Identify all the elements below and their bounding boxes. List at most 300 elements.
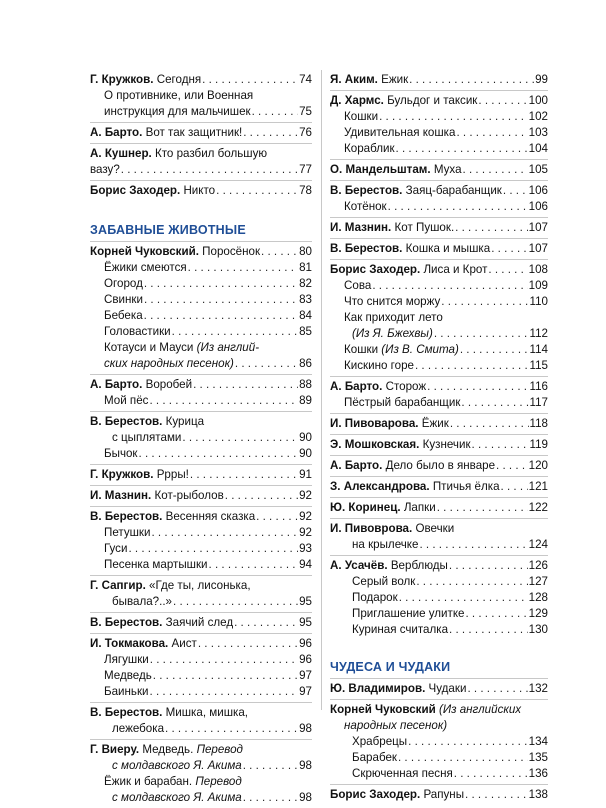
poem-title: Барабек	[352, 751, 397, 764]
toc-line	[90, 430, 312, 446]
poem-title: «Где ты, лисонька,	[149, 579, 251, 592]
page-number: 109	[528, 279, 548, 292]
toc-title	[344, 141, 395, 157]
toc-line	[330, 702, 548, 718]
toc-entry	[330, 700, 548, 785]
toc-line	[90, 356, 312, 372]
toc-line	[90, 774, 312, 790]
poem-title: Кошка и мышка	[405, 242, 491, 255]
poem-title: Медведь	[104, 669, 152, 682]
toc-author: В. Берестов.	[90, 706, 163, 719]
poem-title: Что снится моржу	[344, 295, 441, 308]
page-number: 107	[528, 221, 548, 234]
toc-title	[352, 766, 453, 782]
dot-leader	[261, 244, 298, 260]
toc-entry	[90, 181, 312, 201]
toc-title	[90, 146, 267, 162]
page-number: 99	[535, 73, 548, 86]
toc-author: Э. Мошковская.	[330, 438, 420, 451]
page-number: 128	[528, 591, 548, 604]
toc-line	[90, 377, 312, 393]
page-number: 105	[528, 163, 548, 176]
toc-author: И. Мазнин.	[90, 489, 152, 502]
toc-entry	[330, 70, 548, 91]
page-number: 81	[299, 261, 312, 274]
toc-title	[344, 109, 378, 125]
page-number: 126	[528, 559, 548, 572]
page-number: 91	[299, 468, 312, 481]
poem-title: вазу?	[90, 163, 120, 176]
dot-leader	[243, 758, 298, 774]
toc-title	[112, 721, 164, 737]
toc-title	[104, 525, 150, 541]
toc-author: И. Пивоварова.	[330, 417, 419, 430]
toc-title	[330, 241, 490, 257]
toc-title	[90, 183, 215, 199]
toc-author: И. Токмакова.	[90, 637, 169, 650]
page-number: 97	[299, 685, 312, 698]
toc-line	[330, 500, 548, 516]
toc-title	[352, 326, 433, 342]
toc-entry	[90, 412, 312, 465]
poem-title: Головастики	[104, 325, 171, 338]
toc-line	[90, 594, 312, 610]
page-number: 75	[299, 105, 312, 118]
page-number: 98	[299, 722, 312, 735]
toc-title	[104, 446, 138, 462]
toc-line	[90, 488, 312, 504]
poem-title: Кискино горе	[344, 359, 414, 372]
toc-author: Борис Заходер.	[90, 184, 181, 197]
page-number: 86	[299, 357, 312, 370]
toc-line	[330, 199, 548, 215]
toc-entries-animals	[90, 242, 312, 808]
toc-line	[90, 541, 312, 557]
toc-line	[330, 241, 548, 257]
toc-line	[330, 734, 548, 750]
dot-leader	[419, 537, 527, 553]
dot-leader	[461, 395, 528, 411]
poem-title: Песенка мартышки	[104, 558, 208, 571]
page-number: 94	[299, 558, 312, 571]
toc-line	[90, 72, 312, 88]
poem-note: (Из англий-	[196, 341, 260, 354]
toc-title	[104, 356, 234, 372]
dot-leader	[454, 766, 528, 782]
poem-title: Ёжик	[421, 417, 449, 430]
toc-author: В. Берестов.	[330, 184, 403, 197]
page-number: 135	[528, 751, 548, 764]
toc-entry	[90, 576, 312, 613]
toc-line	[90, 467, 312, 483]
toc-entry	[90, 703, 312, 740]
toc-line	[330, 162, 548, 178]
dot-leader	[182, 430, 298, 446]
toc-entry	[90, 375, 312, 412]
toc-line	[330, 310, 548, 326]
poem-title: О противнике, или Военная	[104, 89, 254, 102]
dot-leader	[408, 734, 528, 750]
poem-title: Чудаки	[428, 682, 467, 695]
toc-line	[90, 146, 312, 162]
dot-leader	[202, 72, 298, 88]
toc-line	[90, 414, 312, 430]
dot-leader	[409, 72, 534, 88]
page-number: 80	[299, 245, 312, 258]
toc-title	[344, 358, 414, 374]
toc-title	[90, 125, 242, 141]
toc-line	[90, 684, 312, 700]
toc-title	[344, 718, 447, 734]
toc-title	[344, 125, 455, 141]
toc-right-column	[330, 70, 548, 805]
dot-leader	[128, 541, 298, 557]
toc-title	[104, 260, 187, 276]
toc-line	[330, 681, 548, 697]
toc-line	[90, 104, 312, 120]
dot-leader	[150, 684, 299, 700]
dot-leader	[450, 416, 529, 432]
toc-title	[330, 681, 466, 697]
poem-title: на крылечке	[352, 538, 419, 551]
toc-title	[90, 467, 189, 483]
toc-entry	[330, 498, 548, 519]
toc-entry	[90, 123, 312, 144]
toc-line	[90, 509, 312, 525]
toc-title	[352, 734, 407, 750]
page-number: 100	[528, 94, 548, 107]
page-number: 82	[299, 277, 312, 290]
toc-entry	[330, 239, 548, 260]
dot-leader	[172, 324, 298, 340]
poem-title: Ежик	[381, 73, 409, 86]
page-number: 112	[529, 327, 548, 340]
dot-leader	[188, 260, 298, 276]
toc-title	[352, 622, 448, 638]
poem-title: Куриная считалка	[352, 623, 449, 636]
toc-author: А. Барто.	[330, 380, 383, 393]
dot-leader	[456, 125, 527, 141]
page-number: 77	[299, 163, 312, 176]
toc-line	[90, 615, 312, 631]
dot-leader	[388, 199, 528, 215]
poem-title: Дело было в январе	[385, 459, 496, 472]
poem-title: Удивительная кошка	[344, 126, 456, 139]
toc-title	[112, 790, 242, 806]
toc-author: Г. Кружков.	[90, 468, 154, 481]
toc-entries-continued	[330, 70, 548, 640]
poem-title: Лиса и Крот	[423, 263, 488, 276]
page-number: 121	[528, 480, 548, 493]
toc-line	[330, 262, 548, 278]
toc-line	[330, 125, 548, 141]
page-number: 118	[529, 417, 548, 430]
poem-title: Ёжики смеются	[104, 261, 187, 274]
dot-leader	[198, 636, 298, 652]
toc-title	[104, 276, 143, 292]
dot-leader	[173, 594, 298, 610]
poem-title: Медведь.	[142, 743, 194, 756]
dot-leader	[455, 220, 527, 236]
toc-author: В. Берестов.	[90, 510, 163, 523]
page-number: 136	[528, 767, 548, 780]
toc-entry	[90, 486, 312, 507]
toc-author: О. Мандельштам.	[330, 163, 431, 176]
poem-title: Бебека	[104, 309, 143, 322]
toc-line	[330, 718, 548, 734]
poem-title: Подарок	[352, 591, 398, 604]
toc-title	[90, 742, 243, 758]
toc-line	[330, 294, 548, 310]
dot-leader	[216, 183, 298, 199]
toc-title	[330, 72, 408, 88]
toc-line	[90, 742, 312, 758]
toc-author: А. Барто.	[90, 378, 143, 391]
toc-line	[330, 622, 548, 638]
dot-leader	[465, 606, 527, 622]
dot-leader	[441, 294, 528, 310]
dot-leader	[396, 141, 528, 157]
toc-entry	[330, 456, 548, 477]
poem-title: Ррры!	[156, 468, 189, 481]
toc-title	[104, 541, 127, 557]
toc-title	[330, 183, 502, 199]
dot-leader	[415, 358, 529, 374]
dot-leader	[144, 308, 298, 324]
toc-line	[90, 162, 312, 178]
poem-title: Бычок	[104, 447, 138, 460]
toc-author: Корней Чуковский	[330, 703, 436, 716]
toc-entry	[330, 260, 548, 377]
dot-leader	[209, 557, 299, 573]
poem-note: с молдавского Я. Акима	[112, 791, 242, 804]
toc-line	[90, 308, 312, 324]
dot-leader	[139, 446, 299, 462]
dot-leader	[427, 379, 528, 395]
toc-entry	[330, 785, 548, 805]
poem-title: Лапки	[403, 501, 436, 514]
page-number: 98	[299, 791, 312, 804]
dot-leader	[149, 393, 298, 409]
toc-title	[104, 324, 171, 340]
toc-line	[90, 668, 312, 684]
toc-author: А. Барто.	[330, 459, 383, 472]
toc-title	[104, 557, 208, 573]
page-number: 107	[528, 242, 548, 255]
dot-leader	[398, 750, 528, 766]
page-number: 90	[299, 431, 312, 444]
page-number: 84	[299, 309, 312, 322]
page-number: 92	[299, 526, 312, 539]
toc-title	[90, 377, 192, 393]
poem-title: Лягушки	[104, 653, 149, 666]
dot-leader	[478, 93, 527, 109]
poem-title: Птичья ёлка	[432, 480, 500, 493]
toc-title	[90, 488, 224, 504]
page-number: 106	[528, 200, 548, 213]
toc-author: В. Берестов.	[330, 242, 403, 255]
dot-leader	[503, 183, 528, 199]
toc-line	[330, 183, 548, 199]
dot-leader	[144, 292, 298, 308]
poem-title: Бульдог и таксик	[387, 94, 478, 107]
toc-title	[352, 574, 415, 590]
toc-line	[90, 446, 312, 462]
dot-leader	[190, 467, 298, 483]
toc-title	[112, 594, 172, 610]
page-number: 104	[528, 142, 548, 155]
page-number: 98	[299, 759, 312, 772]
poem-title: с цыплятами	[112, 431, 182, 444]
poem-title: Кошки	[344, 343, 379, 356]
page-number: 85	[299, 325, 312, 338]
toc-author: Я. Аким.	[330, 73, 378, 86]
page-number: 130	[528, 623, 548, 636]
toc-line	[90, 790, 312, 806]
toc-title	[344, 199, 387, 215]
toc-title	[344, 395, 460, 411]
page-number: 119	[529, 438, 548, 451]
poem-title: Заячий след	[165, 616, 234, 629]
toc-entry	[90, 507, 312, 576]
toc-title	[112, 758, 242, 774]
toc-line	[330, 606, 548, 622]
toc-title	[104, 104, 251, 120]
dot-leader	[235, 356, 298, 372]
dot-leader	[501, 479, 528, 495]
toc-line	[90, 125, 312, 141]
toc-line	[90, 721, 312, 737]
toc-entry	[330, 519, 548, 556]
toc-title	[344, 278, 371, 294]
toc-title	[330, 437, 471, 453]
toc-title	[352, 537, 418, 553]
poem-note: ских народных песенок)	[104, 357, 234, 370]
poem-title: Кораблик	[344, 142, 395, 155]
poem-note: (Из Я. Бжехвы)	[352, 327, 433, 340]
dot-leader	[496, 458, 528, 474]
page-number: 115	[529, 359, 548, 372]
page-number: 89	[299, 394, 312, 407]
page-number: 116	[529, 380, 548, 393]
page-number: 78	[299, 184, 312, 197]
poem-title: Сторож	[385, 380, 427, 393]
poem-title: Котёнок	[344, 200, 387, 213]
poem-note: народных песенок)	[344, 719, 448, 732]
toc-title	[344, 310, 443, 326]
dot-leader	[243, 125, 298, 141]
poem-title: Пёстрый барабанщик	[344, 396, 461, 409]
page-number: 92	[299, 510, 312, 523]
poem-title: Петушки	[104, 526, 151, 539]
poem-title: Баиньки	[104, 685, 149, 698]
toc-author: Д. Хармс.	[330, 94, 384, 107]
page-number: 127	[528, 575, 548, 588]
toc-title	[90, 162, 120, 178]
toc-title	[330, 262, 487, 278]
toc-author: Ю. Коринец.	[330, 501, 401, 514]
toc-title	[104, 340, 259, 356]
toc-title	[352, 750, 397, 766]
toc-line	[90, 292, 312, 308]
poem-title: Скрюченная песня	[352, 767, 453, 780]
dot-leader	[434, 326, 529, 342]
dot-leader	[472, 437, 529, 453]
toc-author: Ю. Владимиров.	[330, 682, 426, 695]
poem-note: (Из В. Смита)	[381, 343, 459, 356]
section-title-wonders: ЧУДЕСА И ЧУДАКИ	[330, 660, 548, 679]
toc-entry	[90, 242, 312, 375]
poem-title: инструкция для мальчишек	[104, 105, 251, 118]
toc-title	[90, 615, 233, 631]
dot-leader	[252, 104, 298, 120]
page-number: 114	[529, 343, 548, 356]
toc-title	[90, 414, 204, 430]
toc-left-column	[90, 70, 312, 808]
toc-line	[330, 278, 548, 294]
poem-title: Кот Пушок.	[394, 221, 455, 234]
page-number: 95	[299, 616, 312, 629]
dot-leader	[463, 162, 528, 178]
page-number: 96	[299, 637, 312, 650]
toc-line	[330, 558, 548, 574]
toc-line	[330, 537, 548, 553]
toc-author: Борис Заходер.	[330, 788, 421, 801]
toc-title	[112, 430, 181, 446]
dot-leader	[151, 525, 298, 541]
poem-title: Верблюды	[390, 559, 448, 572]
poem-title: Как приходит лето	[344, 311, 443, 324]
toc-line	[330, 437, 548, 453]
toc-title	[330, 220, 454, 236]
toc-entry	[330, 377, 548, 414]
toc-line	[90, 636, 312, 652]
toc-author: Г. Виеру.	[90, 743, 140, 756]
toc-title	[344, 342, 459, 358]
poem-title: Муха	[433, 163, 462, 176]
page-number: 120	[528, 459, 548, 472]
toc-entry	[90, 70, 312, 123]
toc-line	[90, 705, 312, 721]
dot-leader	[399, 590, 528, 606]
page-number: 102	[528, 110, 548, 123]
toc-title	[344, 294, 440, 310]
toc-title	[90, 636, 197, 652]
dot-leader	[491, 241, 527, 257]
toc-entry	[90, 634, 312, 703]
column-divider	[321, 70, 322, 710]
page-number: 88	[299, 378, 312, 391]
poem-title: Мой пёс	[104, 394, 149, 407]
page-number: 124	[528, 538, 548, 551]
poem-title: Сова	[344, 279, 372, 292]
dot-leader	[488, 262, 527, 278]
poem-title: бывала?..»	[112, 595, 173, 608]
toc-title	[104, 88, 253, 104]
page-number: 90	[299, 447, 312, 460]
page-number: 96	[299, 653, 312, 666]
poem-title: Рапуны	[423, 788, 465, 801]
toc-title	[330, 479, 500, 495]
toc-entry	[330, 435, 548, 456]
toc-line	[90, 557, 312, 573]
toc-entries-top	[90, 70, 312, 201]
toc-author: Г. Сапгир.	[90, 579, 146, 592]
page-number: 106	[528, 184, 548, 197]
page-number: 76	[299, 126, 312, 139]
toc-author: Корней Чуковский.	[90, 245, 199, 258]
dot-leader	[243, 790, 298, 806]
